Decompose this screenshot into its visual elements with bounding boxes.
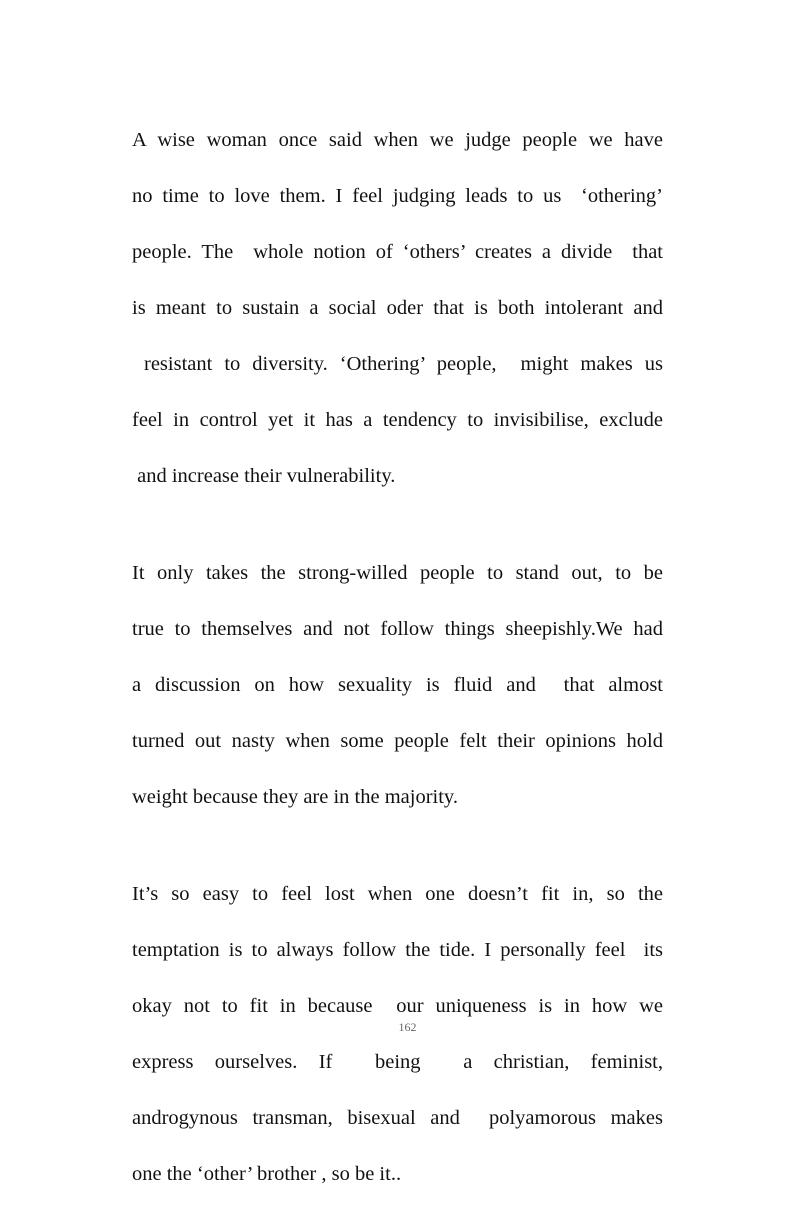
page-number: 162: [398, 1020, 417, 1034]
text-line: no time to love them. I feel judging leads to us ‘othering’: [132, 185, 663, 207]
text-line: turned out nasty when some people felt their opinions hold: [132, 730, 663, 752]
text-line: one the ‘other’ brother , so be it..: [132, 1163, 402, 1185]
text-line: resistant to diversity. ‘Othering’ people, might makes us: [132, 353, 663, 375]
text-line: is meant to sustain a social oder that is both intolerant and: [132, 297, 663, 319]
text-line: androgynous transman, bisexual and polyamorous makes: [132, 1107, 663, 1129]
text-line: true to themselves and not follow things sheepishly.We had: [132, 618, 663, 640]
text-line: and increase their vulnerability.: [132, 465, 396, 487]
paragraph-1: [132, 98, 663, 518]
text-line: temptation is to always follow the tide. I personally feel its: [132, 939, 663, 961]
body-text: [132, 98, 663, 1229]
text-line: weight because they are in the majority.: [132, 786, 458, 808]
text-line: It’s so easy to feel lost when one doesn’t fit in, so the: [132, 883, 663, 905]
text-line: a discussion on how sexuality is fluid and that almost: [132, 674, 663, 696]
text-line: okay not to fit in because our uniqueness is in how we: [132, 995, 663, 1017]
text-line: express ourselves. If being a christian, feminist,: [132, 1051, 663, 1073]
text-line: people. The whole notion of ‘others’ creates a divide that: [132, 241, 663, 263]
text-line: A wise woman once said when we judge people we have: [132, 129, 663, 151]
paragraph-2: [132, 531, 663, 839]
text-line: It only takes the strong-willed people to stand out, to be: [132, 562, 663, 584]
text-line: feel in control yet it has a tendency to invisibilise, exclude: [132, 409, 663, 431]
